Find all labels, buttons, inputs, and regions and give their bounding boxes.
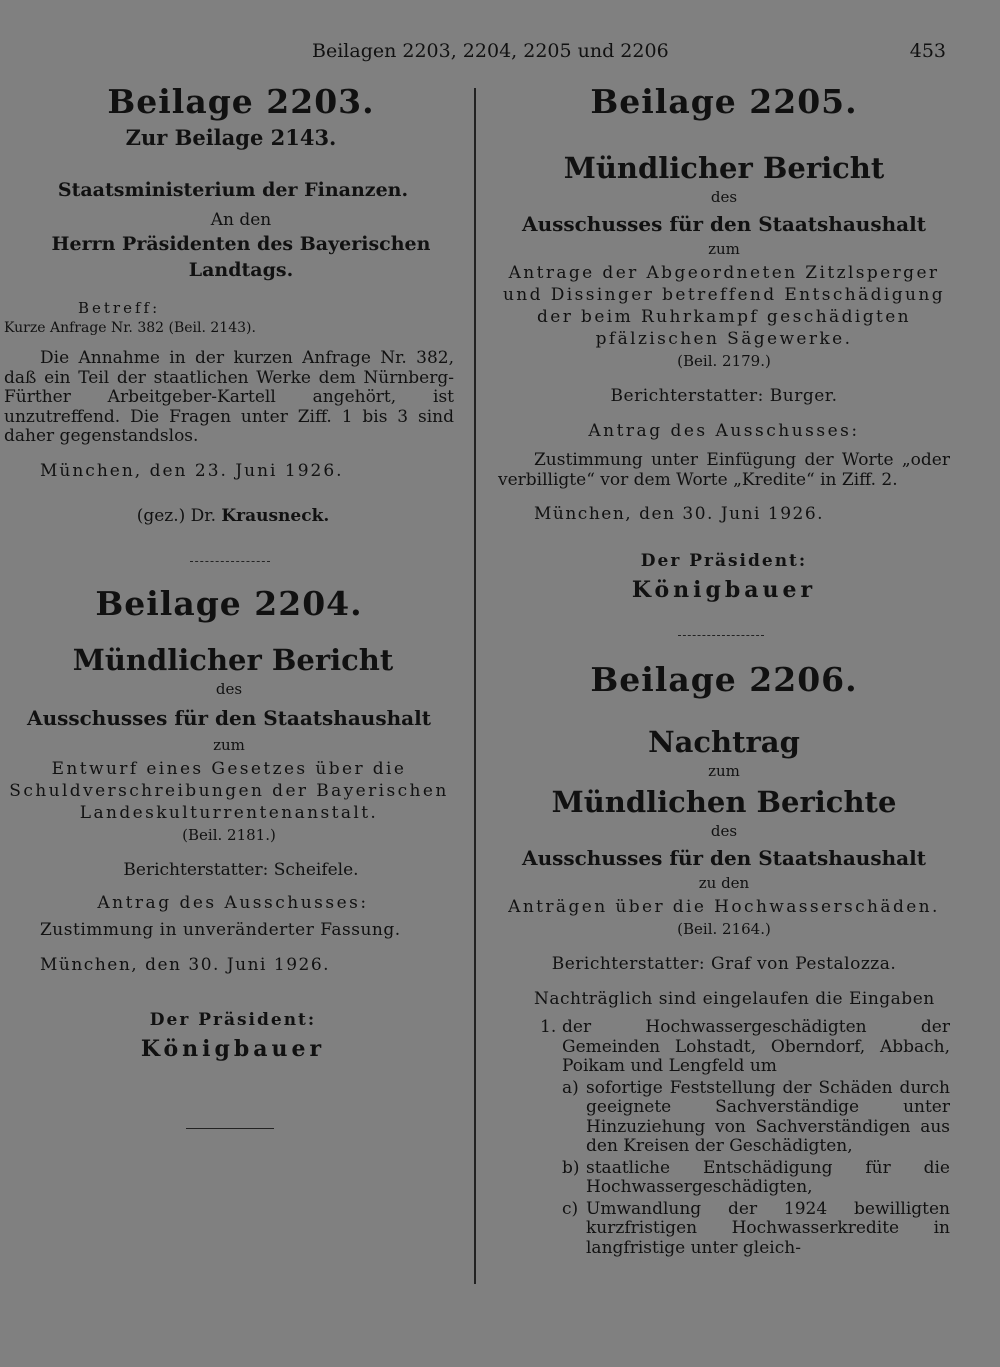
- beilage-2206-committee: Ausschusses für den Staatshaushalt: [522, 846, 926, 870]
- beilage-2204-subject: Entwurf eines Gesetzes über die Schuldverschreibungen der Bayerischen Landeskulturrentenanstalt.: [9, 758, 449, 823]
- beilage-2206-ref: (Beil. 2164.): [677, 920, 771, 938]
- sub-item-text: staatliche Entschädigung für die Hochwassergeschädigten,: [586, 1157, 950, 1197]
- addressee: Herrn Präsidenten des Bayerischen Landtags.: [51, 233, 431, 281]
- right-column: [498, 82, 950, 1258]
- beilage-2206-zum: zum: [708, 762, 740, 780]
- list-item-number: 1.: [540, 1017, 557, 1037]
- betreff-label: Betreff:: [78, 299, 161, 317]
- sub-item-letter: b): [562, 1157, 580, 1178]
- column-divider: [474, 88, 476, 1284]
- beilage-2204-president-name: Königbauer: [140, 1035, 326, 1062]
- beilage-2204-antrag-label: Antrag des Ausschusses:: [97, 892, 369, 913]
- beilage-2204-zum: zum: [213, 735, 245, 754]
- beilage-2204-ref: (Beil. 2181.): [182, 825, 276, 844]
- beilage-2204-title: Mündlicher Bericht: [72, 642, 394, 677]
- beilage-2205-date: München, den 30. Juni 1926.: [534, 504, 825, 524]
- beilage-2205-reporter: Berichterstatter: Burger.: [610, 386, 838, 406]
- signature-name: Krausneck.: [221, 505, 330, 526]
- sub-item-text: Umwandlung der 1924 bewilligten kurzfristigen Hochwasserkredite in langfristige unter gleich-: [586, 1198, 950, 1258]
- sub-item-text: sofortige Feststellung der Schäden durch geeignete Sachverständige unter Hinzuziehung von Sachverständigen aus den Kreisen der Geschädigten,: [586, 1077, 950, 1156]
- signature-prefix: (gez.) Dr.: [136, 505, 216, 526]
- beilage-2205-president-name: Königbauer: [631, 577, 817, 603]
- beilage-2205-president-label: Der Präsident:: [640, 551, 808, 571]
- beilage-2204-committee: Ausschusses für den Staatshaushalt: [27, 705, 431, 730]
- page-header: [0, 40, 1000, 66]
- beilage-2203-signature: [4, 506, 454, 527]
- beilage-2203-subheading: Zur Beilage 2143.: [125, 125, 337, 150]
- beilage-2204-reporter: Berichterstatter: Scheifele.: [123, 859, 359, 880]
- beilage-2203-heading: Beilage 2203.: [107, 82, 375, 121]
- beilage-2205-zum: zum: [708, 240, 740, 258]
- beilage-2205-subject: Antrage der Abgeordneten Zitzlsperger und Dissinger betreffend Entschädigung der beim Ruhrkampf geschädigten pfälzischen Sägewerke.: [502, 263, 946, 349]
- beilage-2206-reporter: Berichterstatter: Graf von Pestalozza.: [551, 954, 897, 974]
- beilage-2206-zu-den: zu den: [698, 874, 750, 892]
- beilage-2206-title: Mündlichen Berichte: [551, 785, 897, 819]
- sub-item-letter: a): [562, 1077, 579, 1098]
- beilage-2203: [4, 82, 454, 562]
- beilage-2205: [498, 82, 950, 636]
- beilage-2204-des: des: [215, 679, 243, 698]
- betreff-text: Kurze Anfrage Nr. 382 (Beil. 2143).: [4, 320, 256, 336]
- beilage-2204-date: München, den 30. Juni 1926.: [40, 954, 331, 975]
- beilage-2204-heading: Beilage 2204.: [95, 583, 363, 623]
- list-item-text: der Hochwassergeschädigten der Gemeinden Lohstadt, Oberndorf, Abbach, Poikam und Lengfeld um: [562, 1017, 950, 1076]
- beilage-2203-date: München, den 23. Juni 1926.: [40, 460, 344, 481]
- section-separator: [678, 635, 764, 636]
- left-column: [4, 82, 454, 1129]
- sub-item-b: [498, 1159, 950, 1198]
- beilage-2206-nachtrag: Nachtrag: [648, 725, 800, 759]
- beilage-2205-antrag-text: Zustimmung unter Einfügung der Worte „oder verbilligte“ vor dem Worte „Kredite“ in Ziff. 2.: [498, 450, 950, 490]
- page-number: 453: [909, 40, 946, 62]
- beilage-2205-ref: (Beil. 2179.): [677, 352, 771, 370]
- beilage-2206-des: des: [710, 822, 738, 840]
- section-separator: [190, 561, 270, 562]
- beilage-2204-president-label: Der Präsident:: [149, 1009, 317, 1030]
- beilage-2206-subject: Anträgen über die Hochwasserschäden.: [508, 897, 940, 917]
- beilage-2205-des: des: [710, 188, 738, 206]
- beilage-2205-committee: Ausschusses für den Staatshaushalt: [522, 212, 926, 236]
- running-title: Beilagen 2203, 2204, 2205 und 2206: [312, 40, 669, 62]
- beilage-2205-antrag-label: Antrag des Ausschusses:: [588, 421, 860, 441]
- beilage-2206-intro: Nachträglich sind eingelaufen die Eingaben: [534, 989, 935, 1009]
- ministry-name: Staatsministerium der Finanzen.: [57, 179, 409, 201]
- beilage-2204: [4, 584, 454, 1129]
- beilage-2204-antrag-text: Zustimmung in unveränderter Fassung.: [40, 919, 401, 940]
- beilage-2206: [498, 660, 950, 1258]
- end-rule: [186, 1128, 274, 1129]
- list-item: [498, 1018, 950, 1077]
- an-den: An den: [210, 210, 272, 230]
- sub-item-letter: c): [562, 1198, 579, 1219]
- sub-item-a: [498, 1079, 950, 1157]
- beilage-2205-title: Mündlicher Bericht: [563, 151, 885, 185]
- sub-item-c: [498, 1200, 950, 1259]
- beilage-2203-body: Die Annahme in der kurzen Anfrage Nr. 382, daß ein Teil der staatlichen Werke dem Nürnberg-Fürther Arbeitgeber-Kartell angehört, ist unzutreffend. Die Fragen unter Ziff. 1 bis 3 sind daher gegenstandslos.: [4, 348, 454, 446]
- beilage-2205-heading: Beilage 2205.: [590, 82, 858, 121]
- beilage-2206-heading: Beilage 2206.: [590, 660, 858, 699]
